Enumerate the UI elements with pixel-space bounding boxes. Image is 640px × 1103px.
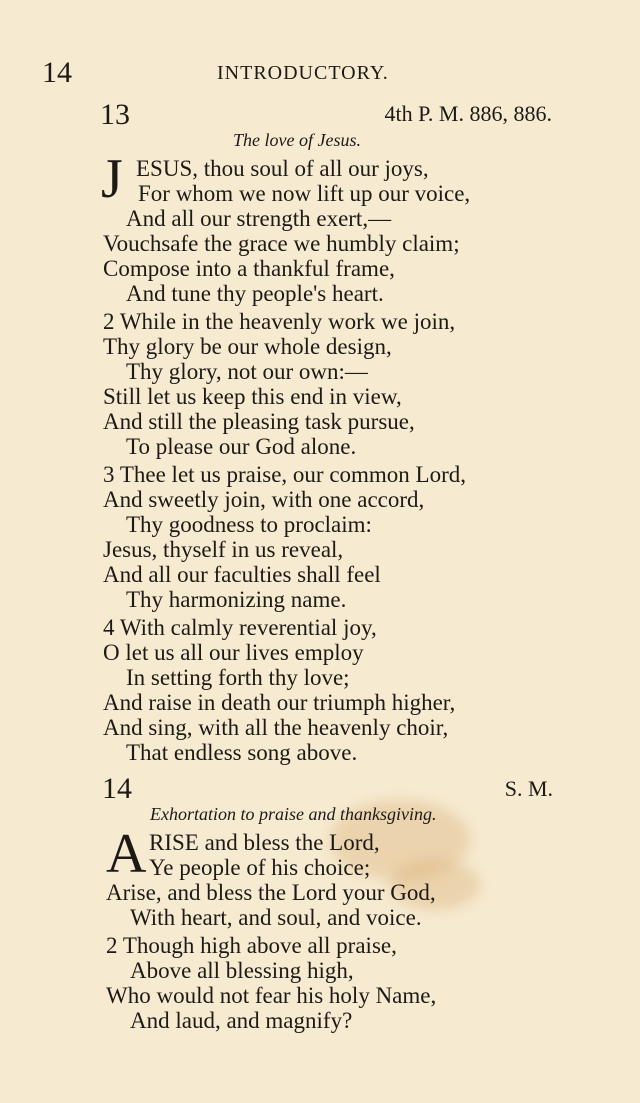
running-title: INTRODUCTORY. [217,62,389,84]
hymn-line: And still the pleasing task pursue, [103,409,415,434]
hymn-line [136,156,429,182]
page-number: 14 [42,56,72,89]
hymn-number: 14 [102,772,132,805]
first-word-rest: RISE [149,830,199,855]
hymn-line: Who would not fear his holy Name, [106,983,437,1008]
hymn-line: And all our strength exert,— [126,206,392,231]
first-word-rest: ESUS, [136,156,198,181]
hymn-line: Thy glory be our whole design, [103,334,392,359]
hymn-line: Above all blessing high, [130,958,354,983]
hymn-line: Arise, and bless the Lord your God, [106,880,436,905]
hymn-line: Thy goodness to proclaim: [126,512,372,537]
hymn-meter: S. M. [504,776,553,801]
hymn-line: Ye people of his choice; [149,855,371,880]
hymn-line [149,830,380,856]
drop-cap: J [101,148,123,210]
hymn-line: Vouchsafe the grace we humbly claim; [103,231,460,256]
hymn-line: And raise in death our triumph higher, [103,690,456,715]
hymn-title: The love of Jesus. [233,130,361,150]
hymn-line: Jesus, thyself in us reveal, [103,537,344,562]
hymn-line: 2 While in the heavenly work we join, [103,309,456,334]
hymn-line: And sing, with all the heavenly choir, [103,715,449,740]
hymn-line: 3 Thee let us praise, our common Lord, [103,462,467,487]
drop-cap: A [106,823,147,885]
hymn-line: In setting forth thy love; [126,665,350,690]
hymn-line: And tune thy people's heart. [126,281,384,306]
line-text: and bless the Lord, [204,830,380,855]
hymn-number: 13 [100,98,130,131]
hymn-line: To please our God alone. [126,434,357,459]
running-header [42,56,598,90]
hymn-line: 2 Though high above all praise, [106,933,397,958]
hymn-line: Compose into a thankful frame, [103,256,395,281]
hymn-line: Still let us keep this end in view, [103,384,402,409]
hymn-line: And sweetly join, with one accord, [103,487,425,512]
hymn-meter: 4th P. M. 886, 886. [384,101,552,126]
hymn-line: Thy harmonizing name. [126,587,347,612]
line-text: thou soul of all our joys, [203,156,429,181]
hymn-line: With heart, and soul, and voice. [130,905,422,930]
hymn-line: For whom we now lift up our voice, [138,181,471,206]
hymn-line: O let us all our lives employ [103,640,364,665]
hymn-line: And laud, and magnify? [130,1008,353,1033]
hymn-line: 4 With calmly reverential joy, [103,615,377,640]
hymn-line: And all our faculties shall feel [103,562,381,587]
hymn-line: That endless song above. [126,740,358,765]
hymn-title: Exhortation to praise and thanksgiving. [150,804,437,824]
hymn-line: Thy glory, not our own:— [126,359,368,384]
